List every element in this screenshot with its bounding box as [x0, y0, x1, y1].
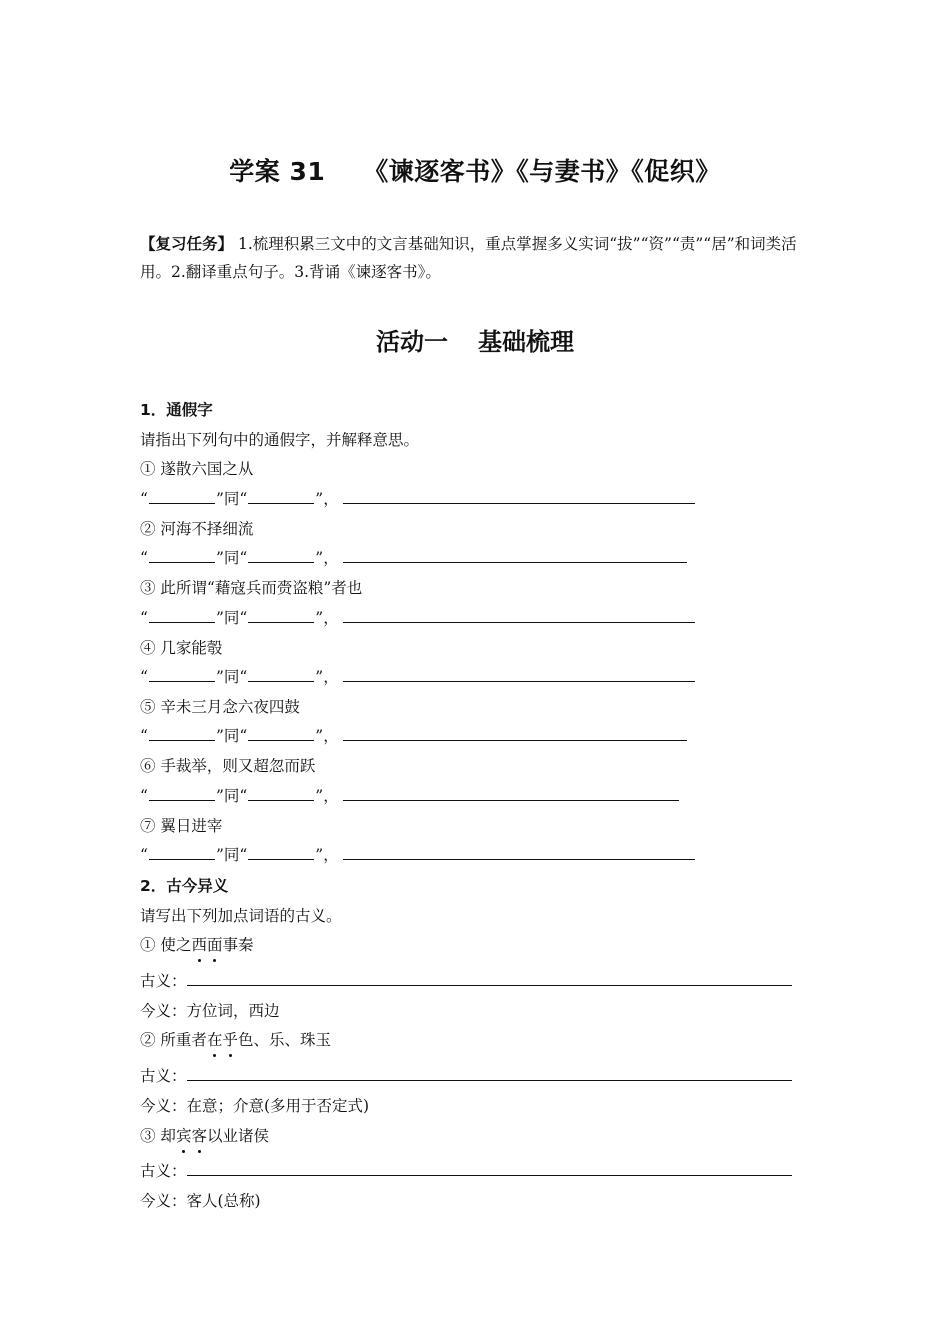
answer-blank[interactable] — [187, 971, 792, 986]
jin-row: 今义：在意；介意(多用于否定式) — [140, 1097, 370, 1115]
jin-row: 今义：方位词，西边 — [140, 1002, 280, 1020]
fill-row: “ ”同“ ”， — [140, 606, 695, 628]
answer-blank[interactable] — [343, 786, 679, 801]
answer-blank[interactable] — [149, 667, 215, 682]
fill-row: “ ”同“ ”， — [140, 724, 687, 746]
answer-blank[interactable] — [248, 726, 314, 741]
review-task-tag: 【复习任务】 — [140, 235, 234, 253]
gu-row: 古义： — [140, 969, 792, 991]
answer-blank[interactable] — [149, 845, 215, 860]
section2-heading: 2．古今异义 — [140, 877, 229, 895]
section1-instruction: 请指出下列句中的通假字，并解释意思。 — [140, 431, 420, 449]
activity-title — [0, 322, 950, 357]
title-label: 学案 31 — [229, 157, 326, 186]
answer-blank[interactable] — [248, 786, 314, 801]
gu-row: 古义： — [140, 1064, 792, 1086]
section1-heading: 1．通假字 — [140, 401, 213, 419]
dotted-char: 宾 — [176, 1124, 192, 1146]
section2-item: ① 使之西面事秦 — [140, 933, 253, 955]
answer-blank[interactable] — [248, 845, 314, 860]
section1-item: ⑤ 辛未三月念六夜四鼓 — [140, 698, 300, 716]
fill-row: “ ”同“ ”， — [140, 843, 695, 865]
answer-blank[interactable] — [248, 489, 314, 504]
dotted-char: 在 — [207, 1028, 223, 1050]
review-task — [140, 230, 810, 286]
dotted-char: 面 — [207, 933, 223, 955]
section1-item: ② 河海不择细流 — [140, 520, 254, 538]
gu-row: 古义： — [140, 1159, 792, 1181]
fill-row: “ ”同“ ”， — [140, 784, 679, 806]
section1-item: ⑦ 翼日进宰 — [140, 817, 223, 835]
activity-name: 基础梳理 — [478, 328, 574, 356]
answer-blank[interactable] — [343, 608, 695, 623]
answer-blank[interactable] — [343, 548, 687, 563]
fill-row: “ ”同“ ”， — [140, 546, 687, 568]
dotted-word — [191, 936, 222, 954]
dotted-word — [207, 1031, 238, 1049]
answer-blank[interactable] — [149, 548, 215, 563]
section2-instruction: 请写出下列加点词语的古义。 — [140, 907, 342, 925]
section1-item: ① 遂散六国之从 — [140, 460, 254, 478]
answer-blank[interactable] — [187, 1161, 792, 1176]
jin-row: 今义：客人(总称) — [140, 1192, 261, 1210]
dotted-char: 西 — [191, 933, 207, 955]
answer-blank[interactable] — [248, 667, 314, 682]
dotted-char: 客 — [191, 1124, 207, 1146]
dotted-word — [176, 1127, 207, 1145]
page-title — [0, 152, 950, 188]
answer-blank[interactable] — [149, 786, 215, 801]
review-task-text: 1.梳理积累三文中的文言基础知识，重点掌握多义实词“拔”“资”“责”“居”和词类活用。2.翻译重点句子。3.背诵《谏逐客书》。 — [140, 235, 797, 281]
answer-blank[interactable] — [187, 1066, 792, 1081]
answer-blank[interactable] — [149, 608, 215, 623]
activity-label: 活动一 — [376, 328, 448, 356]
title-works: 《谏逐客书》《与妻书》《促织》 — [363, 157, 721, 186]
answer-blank[interactable] — [149, 489, 215, 504]
fill-row: “ ”同“ ”， — [140, 665, 695, 687]
section2-item: ② 所重者在乎色、乐、珠玉 — [140, 1028, 331, 1050]
answer-blank[interactable] — [149, 726, 215, 741]
section1-item: ③ 此所谓“藉寇兵而赍盗粮”者也 — [140, 579, 363, 597]
answer-blank[interactable] — [343, 667, 695, 682]
answer-blank[interactable] — [343, 489, 695, 504]
answer-blank[interactable] — [248, 608, 314, 623]
dotted-char: 乎 — [222, 1028, 238, 1050]
section1-item: ④ 几家能彀 — [140, 639, 223, 657]
section1-item: ⑥ 手裁举，则又超忽而跃 — [140, 757, 316, 775]
section2-item: ③ 却宾客以业诸侯 — [140, 1124, 269, 1146]
answer-blank[interactable] — [343, 726, 687, 741]
fill-row: “ ”同“ ”， — [140, 487, 695, 509]
answer-blank[interactable] — [343, 845, 695, 860]
answer-blank[interactable] — [248, 548, 314, 563]
